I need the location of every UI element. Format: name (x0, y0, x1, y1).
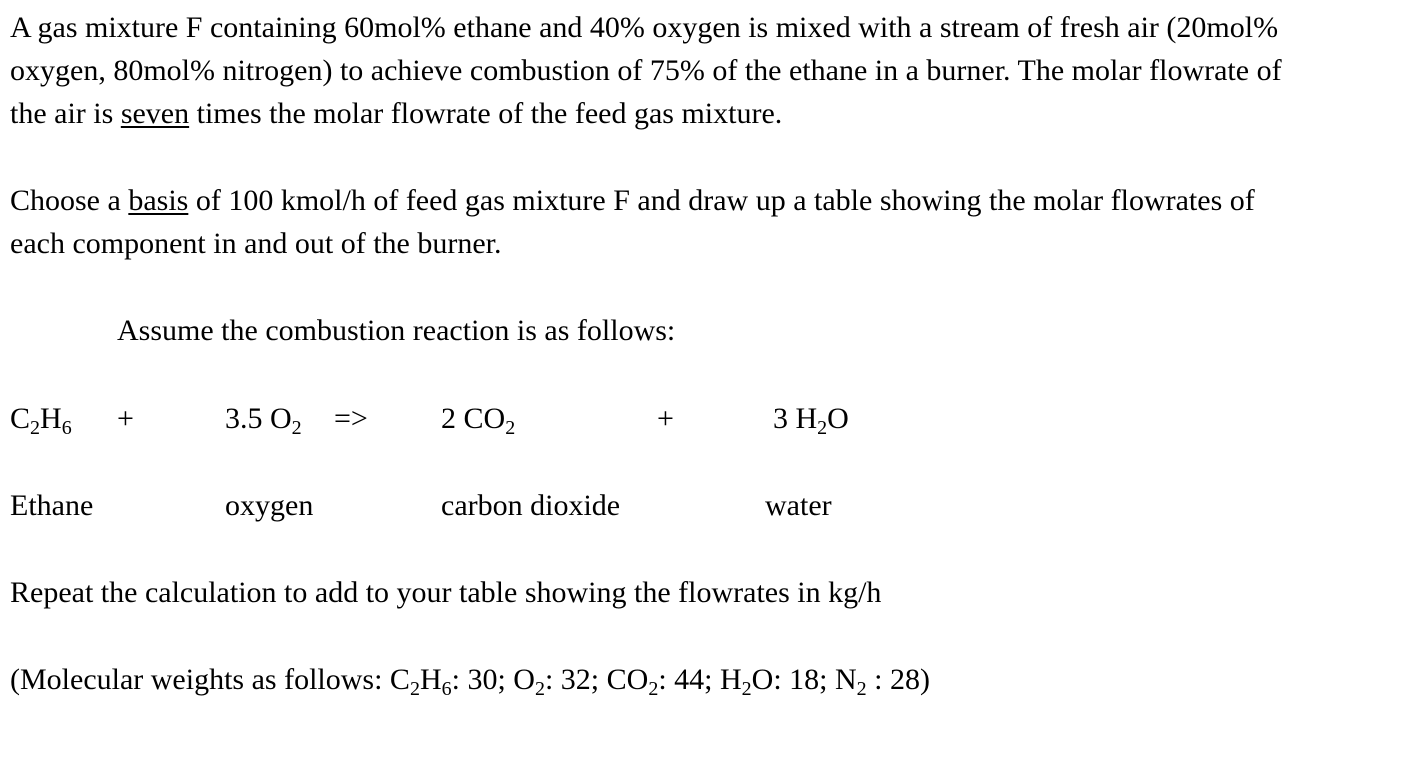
co2-term (441, 402, 516, 439)
oxygen-label: oxygen (225, 489, 314, 522)
formula-subscript: 2 (817, 417, 828, 439)
formula-subscript: 2 (741, 678, 752, 700)
repeat-instruction: Repeat the calculation to add to your table showing the flowrates in kg/h (10, 576, 882, 609)
text-segment: times the molar flowrate of the feed gas mixture. (189, 97, 783, 130)
text-segment: : 44; H (658, 663, 742, 696)
text-segment: : 28) (866, 663, 930, 696)
carbon-dioxide-label: carbon dioxide (441, 489, 621, 522)
formula-subscript: 6 (441, 678, 452, 700)
reaction-arrow: => (334, 402, 368, 435)
formula-part: O (827, 402, 849, 435)
paragraph-1-line-2: oxygen, 80mol% nitrogen) to achieve combustion of 75% of the ethane in a burner. The molar flowrate of (10, 54, 1282, 87)
formula-subscript: 6 (61, 417, 72, 439)
plus-sign-1: + (117, 402, 134, 435)
formula-part: C (10, 402, 31, 435)
formula-subscript: 2 (30, 417, 41, 439)
formula-subscript: 2 (648, 678, 659, 700)
formula-subscript: 2 (856, 678, 867, 700)
oxygen-term (225, 402, 302, 439)
plus-sign-2: + (657, 402, 674, 435)
formula-subscript: 2 (505, 417, 516, 439)
formula-subscript: 2 (291, 417, 302, 439)
assumption-heading: Assume the combustion reaction is as follows: (117, 314, 676, 347)
paragraph-2-line-1 (10, 186, 1255, 216)
formula-part: 3 H (773, 402, 818, 435)
text-segment: : 30; O (451, 663, 535, 696)
formula-part: 3.5 O (225, 402, 292, 435)
paragraph-1-line-3 (10, 99, 782, 129)
text-segment: the air is (10, 97, 121, 130)
ethane-label: Ethane (10, 489, 94, 522)
text-segment: of 100 kmol/h of feed gas mixture F and draw up a table showing the molar flowrates of (188, 184, 1255, 217)
formula-subscript: 2 (534, 678, 545, 700)
text-segment: (Molecular weights as follows: C (10, 663, 410, 696)
text-segment: O: 18; N (751, 663, 857, 696)
formula-part: 2 CO (441, 402, 506, 435)
paragraph-2-line-2: each component in and out of the burner. (10, 227, 502, 260)
paragraph-1-line-1: A gas mixture F containing 60mol% ethane and 40% oxygen is mixed with a stream of fresh air (20mol% (10, 11, 1279, 44)
text-segment: Choose a (10, 184, 129, 217)
water-term (773, 402, 849, 439)
water-label: water (765, 489, 832, 522)
text-segment: H (419, 663, 442, 696)
ethane-formula (10, 402, 72, 439)
formula-subscript: 2 (409, 678, 420, 700)
formula-part: H (40, 402, 62, 435)
molecular-weights (10, 663, 930, 700)
text-segment: : 32; CO (544, 663, 649, 696)
underlined-word-basis: basis (128, 184, 189, 217)
underlined-word-seven: seven (120, 97, 190, 130)
